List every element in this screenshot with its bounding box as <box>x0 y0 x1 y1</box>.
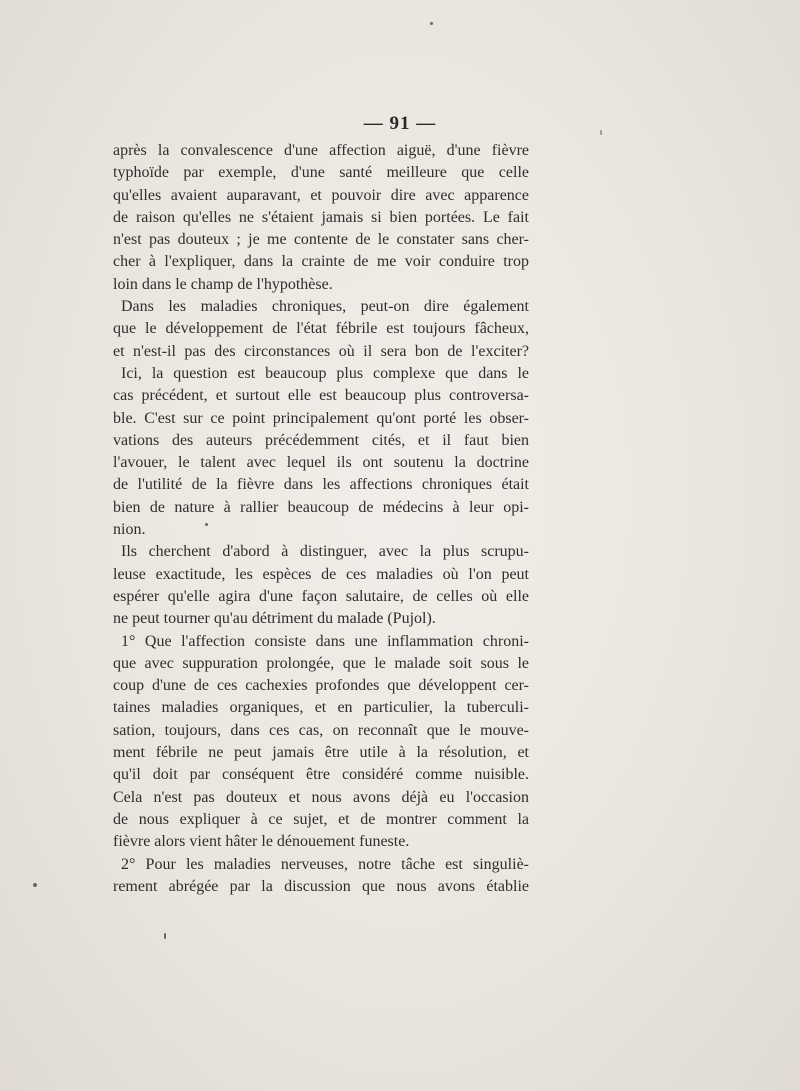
text-line: leuse exactitude, les espèces de ces maladies où l'on peut <box>113 565 529 583</box>
paper-speck <box>164 933 166 939</box>
text-line: cher à l'expliquer, dans la crainte de me voir conduire trop <box>113 253 529 271</box>
text-line: ble. C'est sur ce point principalement qu'ont porté les obser- <box>113 409 529 427</box>
text-line: ment fébrile ne peut jamais être utile à la résolution, et <box>113 744 529 762</box>
text-line: après la convalescence d'une affection aiguë, d'une fièvre <box>113 142 529 159</box>
paragraph-start: Ils cherchent d'abord à distinguer, avec la plus scrupu- <box>121 543 529 561</box>
paragraph-start: 2° Pour les maladies nerveuses, notre tâche est singuliè- <box>121 855 529 873</box>
text-line: typhoïde par exemple, d'une santé meilleure que celle <box>113 164 529 182</box>
text-line: et n'est-il pas des circonstances où il sera bon de l'exciter? <box>113 342 529 360</box>
text-line: vations des auteurs précédemment cités, et il faut bien <box>113 431 529 449</box>
text-line: ne peut tourner qu'au détriment du malade (Pujol). <box>113 610 436 628</box>
paper-speck <box>205 523 208 526</box>
text-line: sation, toujours, dans ces cas, on reconnaît que le mouve- <box>113 721 529 739</box>
paper-speck <box>33 883 37 887</box>
text-line: cas précédent, et surtout elle est beaucoup plus controversa- <box>113 387 529 405</box>
text-line: de raison qu'elles ne s'étaient jamais si bien portées. Le fait <box>113 208 529 226</box>
paragraph-start: 1° Que l'affection consiste dans une inflammation chroni- <box>121 632 529 650</box>
text-line: bien de nature à rallier beaucoup de médecins à leur opi- <box>113 498 529 516</box>
text-line: rement abrégée par la discussion que nous avons établie <box>113 877 529 895</box>
paper-speck <box>430 22 433 25</box>
text-line: loin dans le champ de l'hypothèse. <box>113 275 333 293</box>
text-line: nion. <box>113 521 146 539</box>
text-line: de l'utilité de la fièvre dans les affections chroniques était <box>113 476 529 494</box>
paper-speck <box>600 130 602 135</box>
paragraph-start: Ici, la question est beaucoup plus complexe que dans le <box>121 364 529 382</box>
text-line: que avec suppuration prolongée, que le malade soit sous le <box>113 654 529 672</box>
text-line: que le développement de l'état fébrile est toujours fâcheux, <box>113 320 529 338</box>
text-line: espérer qu'elle agira d'une façon salutaire, de celles où elle <box>113 587 529 605</box>
text-line: n'est pas douteux ; je me contente de le constater sans cher- <box>113 231 529 249</box>
body-text <box>113 140 529 898</box>
paragraph-start: Dans les maladies chroniques, peut-on dire également <box>121 298 529 316</box>
text-line: fièvre alors vient hâter le dénouement funeste. <box>113 833 410 851</box>
text-line: Cela n'est pas douteux et nous avons déjà eu l'occasion <box>113 788 529 806</box>
text-line: qu'elles avaient auparavant, et pouvoir dire avec apparence <box>113 186 529 204</box>
text-line: qu'il doit par conséquent être considéré comme nuisible. <box>113 766 529 784</box>
text-line: de nous expliquer à ce sujet, et de montrer comment la <box>113 810 529 828</box>
text-line: coup d'une de ces cachexies profondes que développent cer- <box>113 677 529 695</box>
text-line: l'avouer, le talent avec lequel ils ont soutenu la doctrine <box>113 454 529 472</box>
page-number: — 91 — <box>363 113 437 134</box>
text-line: taines maladies organiques, et en particulier, la tuberculi- <box>113 699 529 717</box>
